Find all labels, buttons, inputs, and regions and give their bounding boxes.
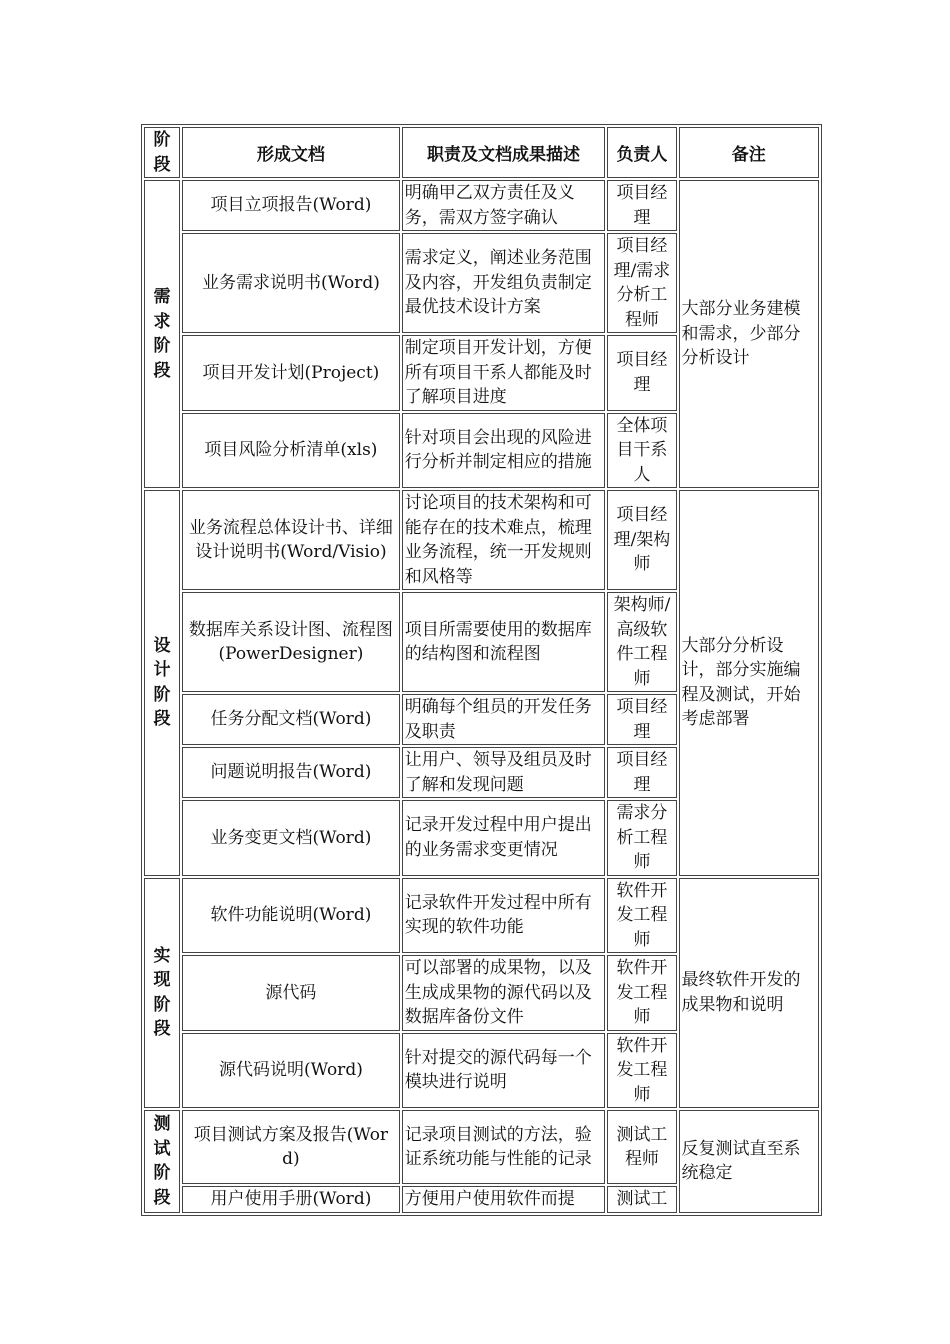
row-owner: 软件开发工程师 xyxy=(607,878,676,954)
row-document: 项目立项报告(Word) xyxy=(182,180,400,231)
row-document: 源代码 xyxy=(182,955,400,1031)
row-document: 用户使用手册(Word) xyxy=(182,1186,400,1213)
note-design: 大部分分析设计，部分实施编程及测试，开始考虑部署 xyxy=(679,490,819,876)
row-description: 记录开发过程中用户提出的业务需求变更情况 xyxy=(402,800,606,876)
row-document: 数据库关系设计图、流程图(PowerDesigner) xyxy=(182,592,400,692)
header-document: 形成文档 xyxy=(182,127,400,178)
note-testing: 反复测试直至系统稳定 xyxy=(679,1110,819,1213)
row-owner: 架构师/高级软件工程师 xyxy=(607,592,676,692)
row-document: 软件功能说明(Word) xyxy=(182,878,400,954)
row-owner: 全体项目干系人 xyxy=(607,413,676,489)
row-description: 针对项目会出现的风险进行分析并制定相应的措施 xyxy=(402,413,606,489)
note-implementation: 最终软件开发的成果物和说明 xyxy=(679,878,819,1109)
row-description: 需求定义，阐述业务范围及内容，开发组负责制定最优技术设计方案 xyxy=(402,233,606,333)
row-description: 明确每个组员的开发任务及职责 xyxy=(402,694,606,745)
row-owner: 项目经理/需求分析工程师 xyxy=(607,233,676,333)
document-table xyxy=(141,124,822,1216)
row-owner: 项目经理 xyxy=(607,747,676,798)
row-owner: 软件开发工程师 xyxy=(607,955,676,1031)
row-document: 源代码说明(Word) xyxy=(182,1033,400,1109)
row-document: 业务变更文档(Word) xyxy=(182,800,400,876)
row-description: 讨论项目的技术架构和可能存在的技术难点，梳理业务流程，统一开发规则和风格等 xyxy=(402,490,606,590)
row-document: 项目风险分析清单(xls) xyxy=(182,413,400,489)
row-description: 针对提交的源代码每一个模块进行说明 xyxy=(402,1033,606,1109)
stage-implementation: 实现阶段 xyxy=(144,878,180,1109)
header-row xyxy=(144,127,819,178)
stage-testing: 测试阶段 xyxy=(144,1110,180,1213)
header-note: 备注 xyxy=(679,127,819,178)
row-document: 问题说明报告(Word) xyxy=(182,747,400,798)
row-document: 业务需求说明书(Word) xyxy=(182,233,400,333)
stage-design: 设计阶段 xyxy=(144,490,180,876)
table-row xyxy=(144,878,819,954)
row-owner: 项目经理 xyxy=(607,335,676,411)
row-description: 项目所需要使用的数据库的结构图和流程图 xyxy=(402,592,606,692)
row-document: 任务分配文档(Word) xyxy=(182,694,400,745)
table-row xyxy=(144,1110,819,1184)
row-document: 业务流程总体设计书、详细设计说明书(Word/Visio) xyxy=(182,490,400,590)
row-owner: 测试工 xyxy=(607,1186,676,1213)
row-owner: 需求分析工程师 xyxy=(607,800,676,876)
row-description: 可以部署的成果物，以及生成成果物的源代码以及数据库备份文件 xyxy=(402,955,606,1031)
stage-requirements: 需求阶段 xyxy=(144,180,180,488)
row-description: 记录项目测试的方法，验证系统功能与性能的记录 xyxy=(402,1110,606,1184)
row-document: 项目测试方案及报告(Word) xyxy=(182,1110,400,1184)
table-row xyxy=(144,490,819,590)
header-description: 职责及文档成果描述 xyxy=(402,127,606,178)
table-row xyxy=(144,180,819,231)
note-requirements: 大部分业务建模和需求，少部分分析设计 xyxy=(679,180,819,488)
row-owner: 项目经理 xyxy=(607,180,676,231)
row-owner: 测试工程师 xyxy=(607,1110,676,1184)
row-description: 记录软件开发过程中所有实现的软件功能 xyxy=(402,878,606,954)
row-description: 明确甲乙双方责任及义务，需双方签字确认 xyxy=(402,180,606,231)
row-description: 方便用户使用软件而提 xyxy=(402,1186,606,1213)
row-document: 项目开发计划(Project) xyxy=(182,335,400,411)
header-stage: 阶段 xyxy=(144,127,180,178)
row-description: 让用户、领导及组员及时了解和发现问题 xyxy=(402,747,606,798)
header-owner: 负责人 xyxy=(607,127,676,178)
row-owner: 项目经理/架构师 xyxy=(607,490,676,590)
row-owner: 软件开发工程师 xyxy=(607,1033,676,1109)
row-owner: 项目经理 xyxy=(607,694,676,745)
row-description: 制定项目开发计划，方便所有项目干系人都能及时了解项目进度 xyxy=(402,335,606,411)
